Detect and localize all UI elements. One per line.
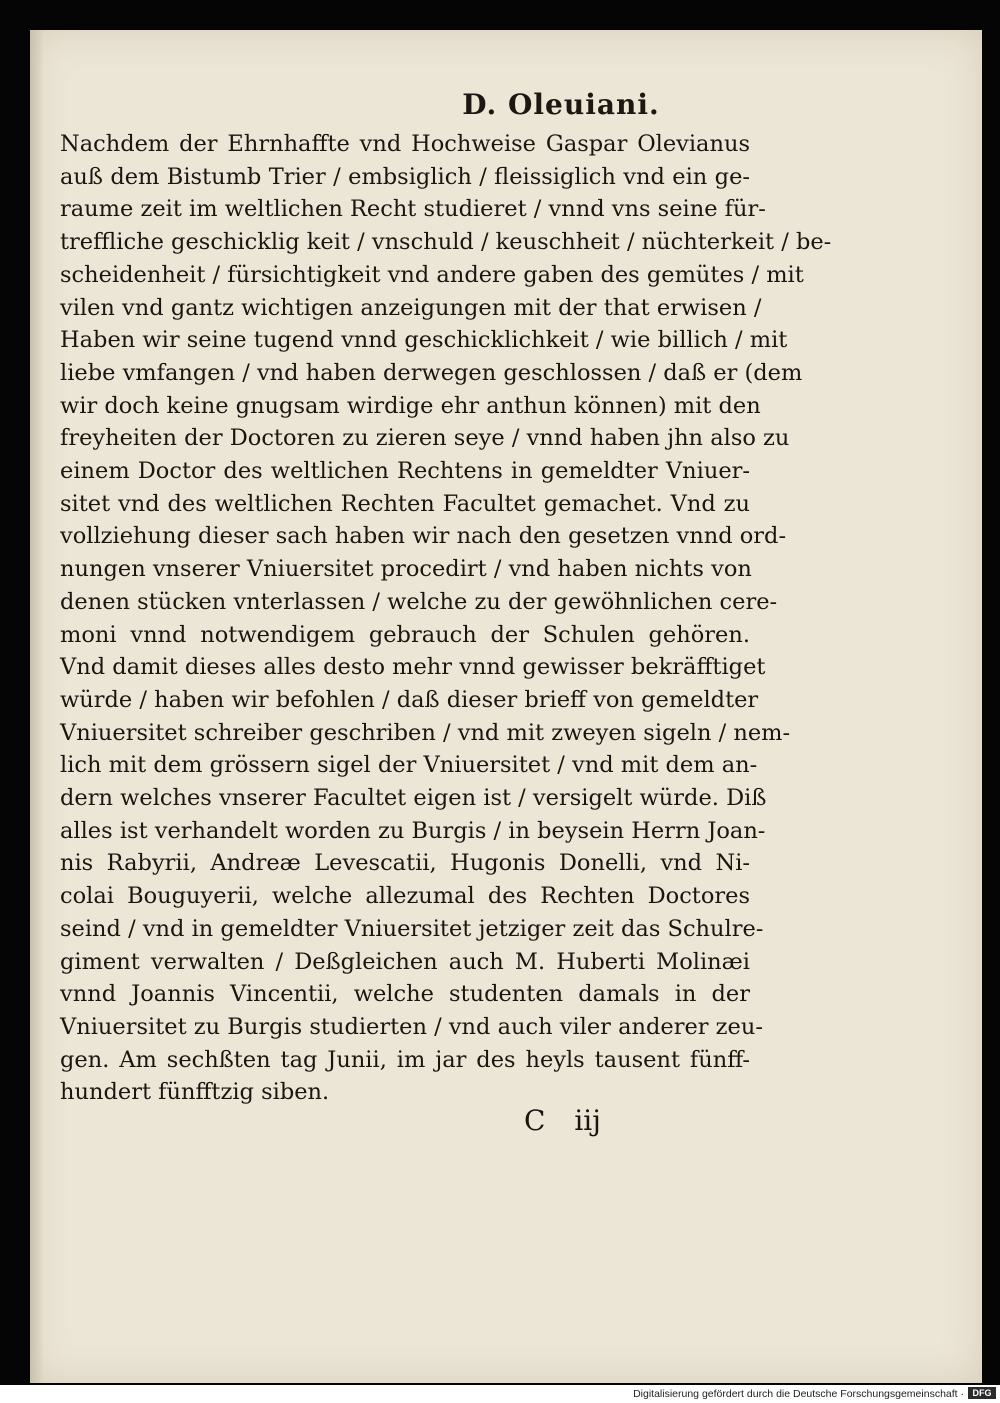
- text-line: Vniuersitet schreiber geschriben / vnd mit zweyen sigeln / nem-: [60, 719, 791, 746]
- text-line: vilen vnd gantz wichtigen anzeigungen mit der that erwisen /: [60, 294, 762, 321]
- text-line: nungen vnserer Vniuersitet procedirt / vnd haben nichts von: [60, 556, 752, 583]
- text-line: auß dem Bistumb Trier / embsiglich / fleissiglich vnd ein ge-: [60, 163, 750, 190]
- text-line: Nachdem der Ehrnhaffte vnd Hochweise Gaspar Olevianus: [60, 131, 750, 157]
- text-line: einem Doctor des weltlichen Rechtens in gemeldter Vniuer-: [60, 458, 750, 485]
- text-line: treffliche geschicklig keit / vnschuld / keuschheit / nüchterkeit / be-: [60, 229, 832, 256]
- text-line: Vniuersitet zu Burgis studierten / vnd auch viler anderer zeu-: [60, 1013, 763, 1040]
- text-line: freyheiten der Doctoren zu zieren seye / vnnd haben jhn also zu: [60, 425, 790, 452]
- running-head: D. Oleuiani.: [462, 88, 660, 121]
- text-line: liebe vmfangen / vnd haben derwegen geschlossen / daß er (dem: [60, 359, 803, 386]
- text-line: moni vnnd notwendigem gebrauch der Schulen gehören.: [60, 621, 750, 648]
- text-line: giment verwalten / Deßgleichen auch M. Huberti Molinæi: [60, 948, 750, 975]
- text-line: alles ist verhandelt worden zu Burgis / in beysein Herrn Joan-: [60, 817, 766, 844]
- book-page: [30, 30, 982, 1383]
- text-line: nis Rabyrii, Andreæ Levescatii, Hugonis Donelli, vnd Ni-: [60, 850, 750, 877]
- text-line: Haben wir seine tugend vnnd geschicklichkeit / wie billich / mit: [60, 327, 788, 354]
- text-line: Vnd damit dieses alles desto mehr vnnd gewisser bekräfftiget: [60, 654, 766, 681]
- text-line: vnnd Joannis Vincentii, welche studenten damals in der: [60, 981, 750, 1008]
- text-line: denen stücken vnterlassen / welche zu der gewöhnlichen cere-: [60, 588, 778, 615]
- dfg-logo: DFG: [968, 1387, 996, 1399]
- text-line: gen. Am sechßten tag Junii, im jar des heyls tausent fünff-: [60, 1046, 750, 1073]
- text-line: wir doch keine gnugsam wirdige ehr anthun können) mit den: [60, 392, 761, 419]
- text-line: würde / haben wir befohlen / daß dieser brieff von gemeldter: [60, 686, 759, 713]
- text-line: lich mit dem grössern sigel der Vniuersitet / vnd mit dem an-: [60, 752, 758, 779]
- text-line: vollziehung dieser sach haben wir nach den gesetzen vnnd ord-: [60, 523, 787, 550]
- text-line: colai Bouguyerii, welche allezumal des Rechten Doctores: [60, 883, 750, 910]
- signature-mark: C iij: [524, 1104, 601, 1137]
- footer-credit: Digitalisierung gefördert durch die Deutsche Forschungsgemeinschaft ·: [633, 1388, 964, 1400]
- text-line: seind / vnd in gemeldter Vniuersitet jetziger zeit das Schulre-: [60, 915, 764, 942]
- text-line: sitet vnd des weltlichen Rechten Facultet gemachet. Vnd zu: [60, 490, 750, 517]
- text-line: raume zeit im weltlichen Recht studieret / vnnd vns seine für-: [60, 196, 766, 223]
- body-text: [60, 128, 832, 1109]
- text-line: hundert fünfftzig siben.: [60, 1079, 330, 1106]
- text-line: dern welches vnserer Facultet eigen ist / versigelt würde. Diß: [60, 785, 767, 812]
- text-line: scheidenheit / fürsichtigkeit vnd andere gaben des gemütes / mit: [60, 261, 804, 288]
- page-gutter-shadow: [30, 30, 44, 1383]
